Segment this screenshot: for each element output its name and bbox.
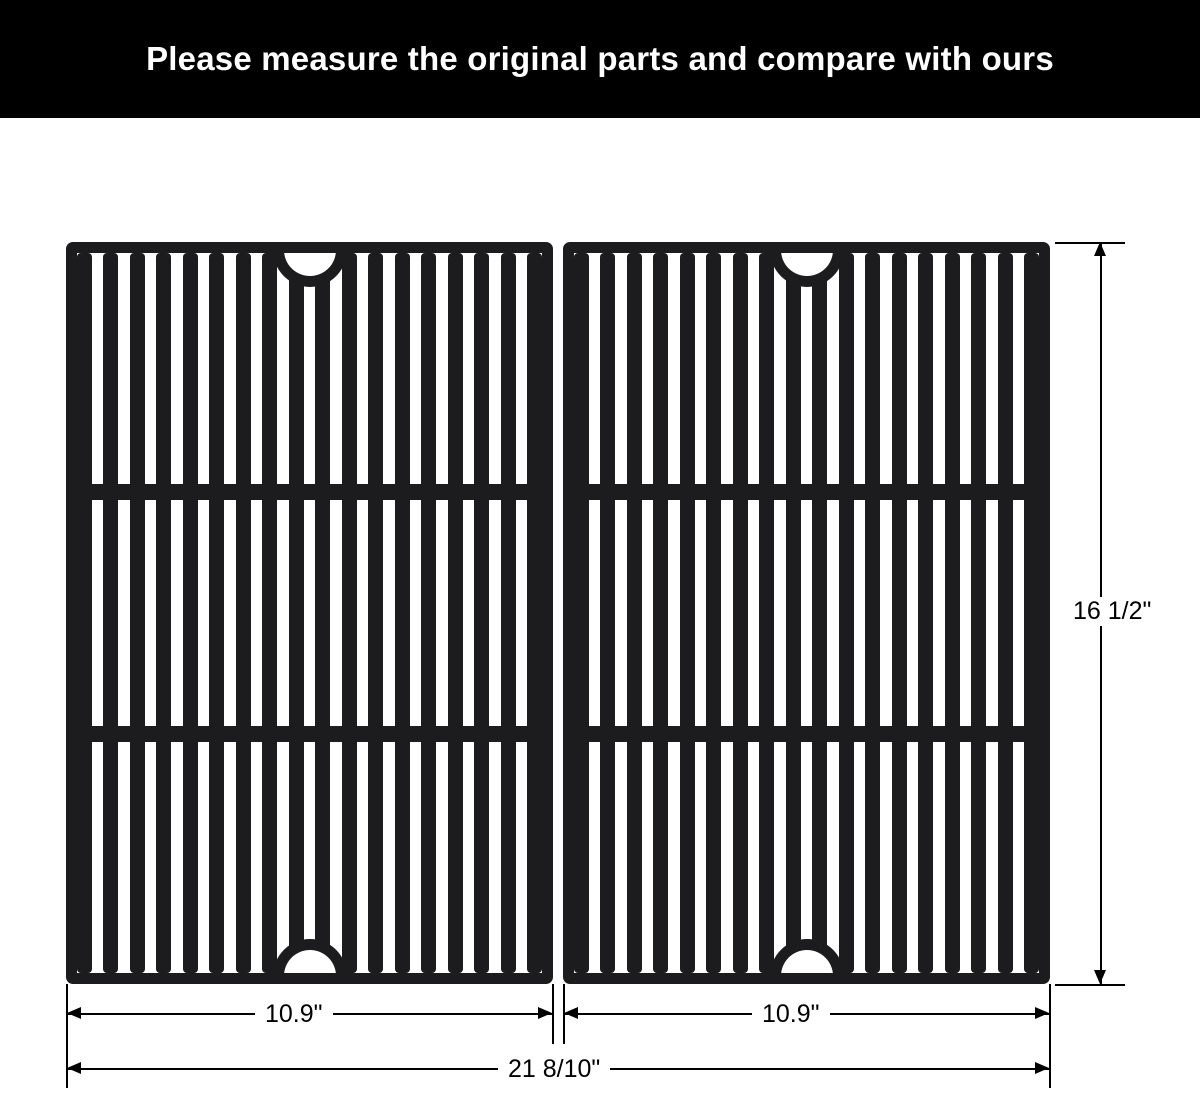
grate-bar	[600, 253, 615, 973]
grate-bar	[368, 253, 383, 973]
height-arrow-top	[1094, 242, 1106, 256]
total-width-arrow-end	[1035, 1062, 1049, 1074]
left-grate-panel	[66, 242, 553, 984]
right-grate-bars	[574, 253, 1039, 973]
grate-bar	[77, 253, 92, 973]
grate-bar	[1024, 253, 1039, 973]
grate-bar	[945, 253, 960, 973]
grate-bar	[130, 253, 145, 973]
left-width-arrow-end	[538, 1007, 552, 1019]
grate-bar	[527, 253, 542, 973]
grate-bar	[501, 253, 516, 973]
grate-bar	[759, 253, 774, 973]
grate-bar	[289, 253, 304, 973]
grate-bar	[892, 253, 907, 973]
grate-bar	[209, 253, 224, 973]
grate-bar	[998, 253, 1013, 973]
grate-bar	[839, 253, 854, 973]
diagram-stage	[0, 118, 1200, 1098]
grate-bar	[156, 253, 171, 973]
height-extension-bottom	[1055, 984, 1125, 986]
total-width-extension-start	[66, 1013, 68, 1088]
grate-cross-rail	[77, 484, 542, 500]
grate-bar	[786, 253, 801, 973]
grate-bar	[627, 253, 642, 973]
grate-bar	[421, 253, 436, 973]
grate-bar	[971, 253, 986, 973]
grate-bar	[183, 253, 198, 973]
height-dimension-label: 16 1/2"	[1063, 597, 1161, 626]
grate-cross-rail	[574, 726, 1039, 742]
right-width-dimension-label: 10.9"	[752, 1000, 830, 1029]
grate-bar	[733, 253, 748, 973]
total-width-dimension-label: 21 8/10"	[498, 1055, 610, 1084]
grate-bar	[315, 253, 330, 973]
banner	[0, 0, 1200, 118]
total-width-extension-end	[1049, 1013, 1051, 1088]
grate-bar	[395, 253, 410, 973]
grate-bar	[103, 253, 118, 973]
right-width-arrow-end	[1035, 1007, 1049, 1019]
grate-bar	[812, 253, 827, 973]
grate-bar	[653, 253, 668, 973]
grate-cross-rail	[77, 726, 542, 742]
grate-cross-rail	[574, 484, 1039, 500]
right-grate-panel	[563, 242, 1050, 984]
grate-bar	[236, 253, 251, 973]
right-width-arrow-start	[564, 1007, 578, 1019]
grate-bar	[918, 253, 933, 973]
left-grate-bars	[77, 253, 542, 973]
grate-bar	[474, 253, 489, 973]
grate-bar	[342, 253, 357, 973]
grate-bar	[680, 253, 695, 973]
height-arrow-bottom	[1094, 970, 1106, 984]
grate-bar	[706, 253, 721, 973]
grate-bar	[448, 253, 463, 973]
grate-bar	[865, 253, 880, 973]
banner-text: Please measure the original parts and compare with ours	[146, 40, 1054, 77]
left-width-dimension-label: 10.9"	[255, 1000, 333, 1029]
grate-bar	[574, 253, 589, 973]
height-extension-top	[1055, 242, 1125, 244]
grate-bar	[262, 253, 277, 973]
total-width-arrow-start	[67, 1062, 81, 1074]
left-width-arrow-start	[67, 1007, 81, 1019]
